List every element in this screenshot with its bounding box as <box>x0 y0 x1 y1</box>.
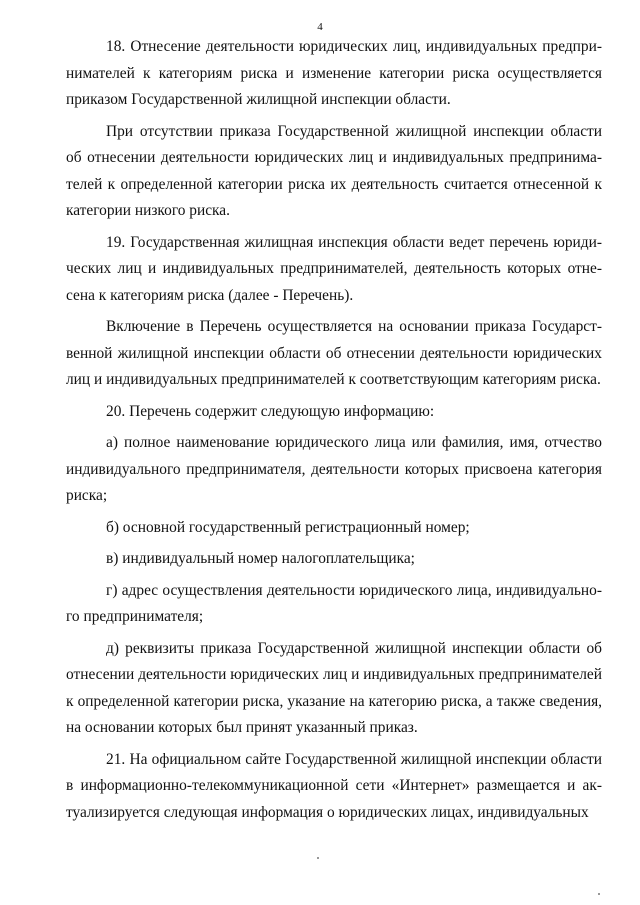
paragraph-19-inclusion: Включение в Перечень осуществляется на основании приказа Государственной жилищной инспекции области об отнесении деятельности юридических лиц и индивидуальных предпринимателей к соответствующим категориям риска. <box>66 318 602 388</box>
paragraph-18: 18. Отнесение деятельности юридических лиц, индивидуальных предпринимателей к категориям риска и изменение категории риска осуществляется приказом Государственной жилищной инспекции области. <box>66 38 602 108</box>
paragraph-21: 21. На официальном сайте Государственной жилищной инспекции области в информационно-телекоммуникационной сети «Интернет» размещается и актуализируется следующая информация о юридических лицах, индивидуальных <box>66 750 602 821</box>
list-item-a: а) полное наименование юридического лица или фамилия, имя, отчество индивидуального предпринимателя, деятельности которых присвоена категория риска; <box>66 434 602 504</box>
paragraph-18-no-order: При отсутствии приказа Государственной жилищной инспекции области об отнесении деятельности юридических лиц и индивидуальных предпринимателей к определенной категории риска их деятельность считается отнесенной к категории низкого риска. <box>66 122 602 219</box>
paragraph-19: 19. Государственная жилищная инспекция области ведет перечень юридических лиц и индивидуальных предпринимателей, деятельность которых отнесена к категориям риска (далее - Перечень). <box>66 233 602 304</box>
scan-speck <box>317 857 319 859</box>
list-item-b: б) основной государственный регистрационный номер; <box>106 518 470 536</box>
list-item-d: д) реквизиты приказа Государственной жилищной инспекции области об отнесении деятельности юридических лиц и индивидуальных предпринимателей к определенной категории риска, указание на категорию риска, а также сведения, на основании которых был принят указанный приказ. <box>66 639 602 736</box>
document-body <box>66 34 602 831</box>
list-item-v: в) индивидуальный номер налогоплательщика; <box>106 550 415 567</box>
list-item-g: г) адрес осуществления деятельности юридического лица, индивидуального предпринимателя; <box>66 581 602 625</box>
paragraph-20: 20. Перечень содержит следующую информацию: <box>106 402 435 420</box>
scan-speck <box>598 893 600 895</box>
page-number: 4 <box>317 21 323 33</box>
